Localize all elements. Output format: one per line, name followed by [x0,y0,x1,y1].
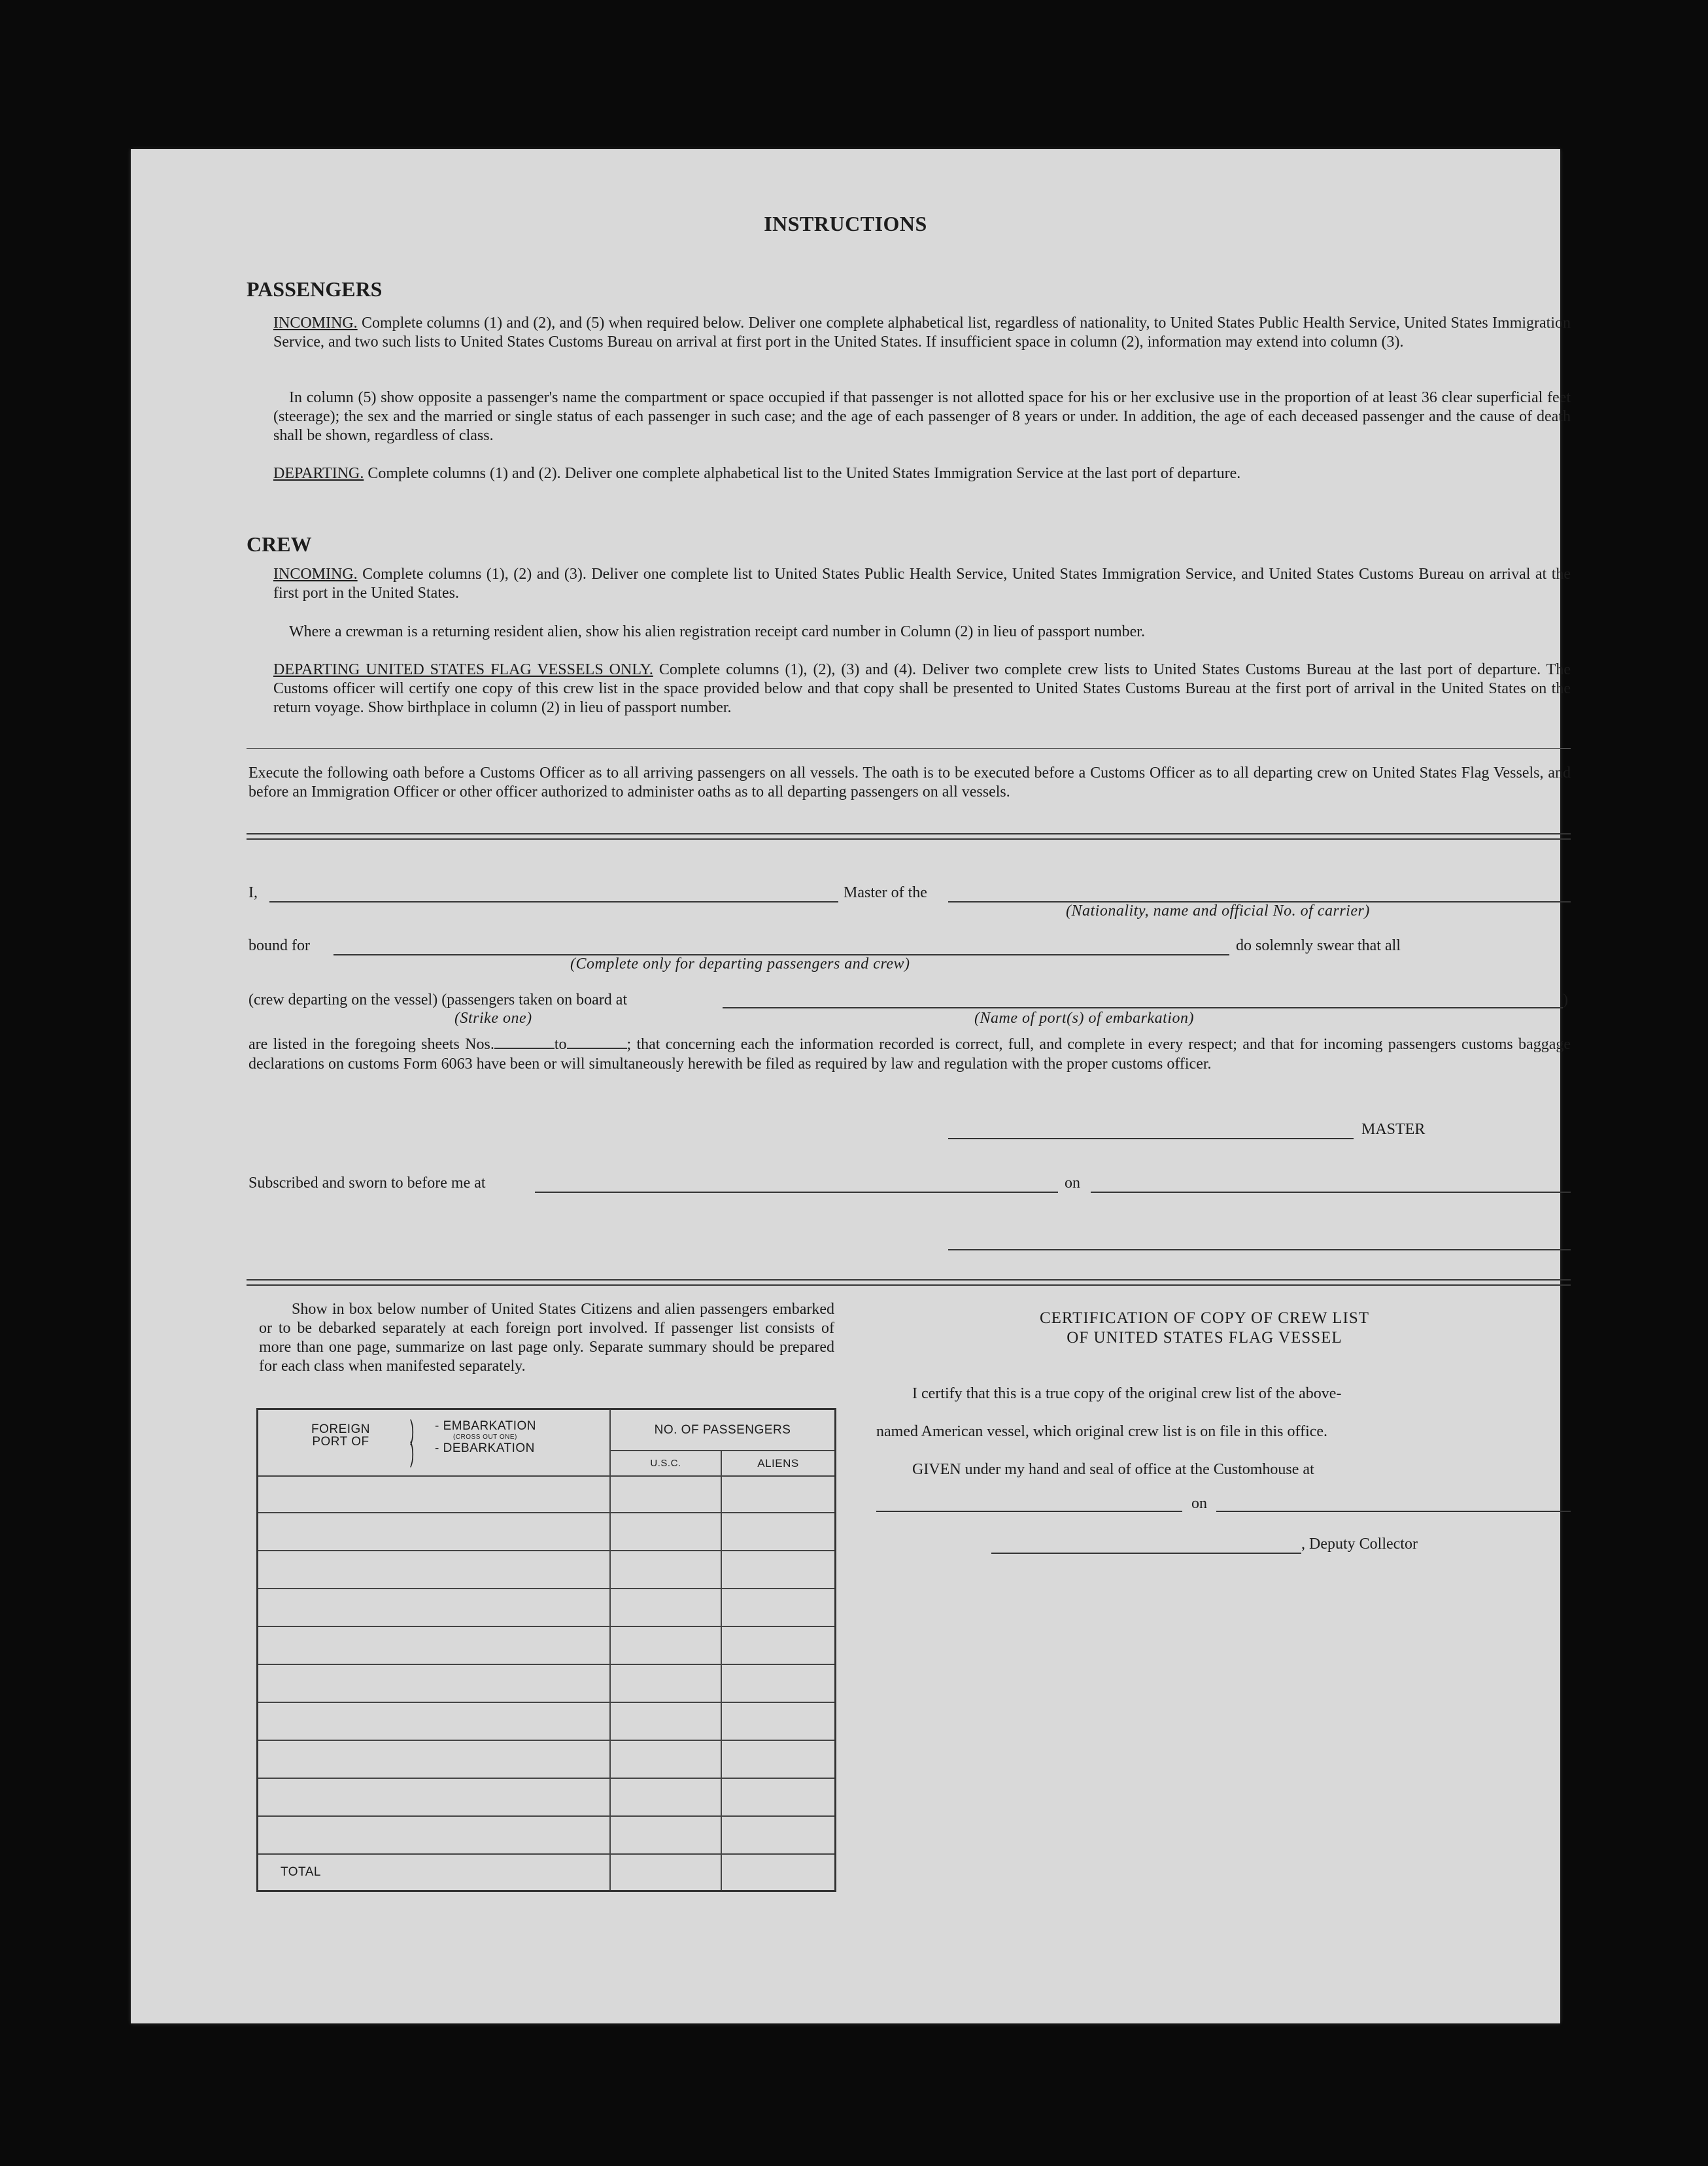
deputy-collector-signature-field[interactable] [991,1553,1301,1554]
crew-departing-text: Complete columns (1), (2), (3) and (4). Deliver two complete crew lists to United States Customs Bureau at the last port of departure. The Customs officer will certify one copy of this crew list in the space provided below and that copy shall be presented to United States Customs Bureau at the first port of arrival in the United States on the return voyage. Show birthplace in column (2) in lieu of passport number. [273,661,1571,716]
master-label: MASTER [1361,1121,1426,1138]
embarkation-label: - EMBARKATION [435,1419,536,1433]
table-row [258,1626,836,1664]
oath-i-label: I, [248,884,258,901]
crew-incoming-paragraph [273,565,1571,603]
listed-text: ; that concerning each the information recorded is correct, full, and complete in every respect; and that for incoming passengers customs baggage declarations on customs Form 6063 have been or will simultaneously herewith be filed as required by law and regulation with the proper customs officer. [248,1036,1571,1073]
deputy-collector-label: , Deputy Collector [1301,1536,1418,1553]
certify-line1: I certify that this is a true copy of the original crew list of the above- [912,1385,1342,1402]
solemnly-swear-label: do solemnly swear that all [1236,937,1401,954]
table-row [258,1740,836,1778]
certify-line2: named American vessel, which original crew list is on file in this office. [876,1423,1328,1440]
port-cell[interactable] [258,1551,611,1589]
crew-departing-label: (crew departing on the vessel) (passengers taken on board at [248,991,628,1008]
no-of-passengers-header: NO. OF PASSENGERS [610,1409,836,1451]
aliens-cell[interactable] [721,1513,836,1551]
table-row [258,1778,836,1816]
usc-cell[interactable] [610,1664,721,1702]
page-title: INSTRUCTIONS [764,212,927,235]
crew-incoming-text: Complete columns (1), (2) and (3). Deliver one complete list to United States Public Health Service, United States Immigration Service, and United States Customs Bureau on arrival at the first port in the United States. [273,566,1571,602]
port-cell[interactable] [258,1626,611,1664]
oath-instructions: Execute the following oath before a Customs Officer as to all arriving passengers on all vessels. The oath is to be executed before a Customs Officer as to all departing crew on United States Flag Vessels, and before an Immigration Officer or other officer authorized to administer oaths as to all departing passengers on all vessels. [248,765,1571,800]
table-row [258,1551,836,1589]
table-row [258,1702,836,1740]
usc-cell[interactable] [610,1551,721,1589]
passengers-heading: PASSENGERS [247,277,383,301]
divider [247,1284,1571,1286]
to-label: to [554,1036,567,1053]
sheet-from-field[interactable] [494,1036,555,1049]
subscribed-label: Subscribed and sworn to before me at [248,1175,486,1192]
aliens-cell[interactable] [721,1740,836,1778]
nationality-caption: (Nationality, name and official No. of carrier) [1066,902,1370,920]
strike-one-caption: (Strike one) [454,1010,532,1027]
divider [247,833,1571,834]
cert-date-field[interactable] [1216,1511,1571,1512]
aliens-cell[interactable] [721,1664,836,1702]
officer-signature-field[interactable] [948,1249,1571,1250]
brace-icon: ) ) [410,1415,415,1468]
cert-on-label: on [1191,1495,1207,1512]
sworn-date-field[interactable] [1091,1192,1571,1193]
passengers-incoming-text: Complete columns (1) and (2), and (5) when required below. Deliver one complete alphabetical list, regardless of nationality, to United States Public Health Service, United States Immigration Service, and two such lists to United States Customs Bureau on arrival at first port in the United States. If insufficient space in column (2), information may extend into column (3). [273,315,1571,351]
form-page [131,149,1571,2023]
crew-heading: CREW [247,532,312,556]
cross-out-one-caption: (CROSS OUT ONE) [453,1434,517,1441]
table-row [258,1476,836,1513]
sworn-place-field[interactable] [535,1192,1058,1193]
foreign-port-header [258,1409,611,1477]
port-cell[interactable] [258,1589,611,1626]
passengers-incoming-label: INCOMING. [273,315,358,332]
aliens-cell[interactable] [721,1778,836,1816]
aliens-cell[interactable] [721,1702,836,1740]
usc-cell[interactable] [610,1778,721,1816]
foreign-port-label: FOREIGN PORT OF [311,1422,371,1449]
aliens-cell[interactable] [721,1551,836,1589]
passengers-column5-paragraph: In column (5) show opposite a passenger's name the compartment or space occupied if that passenger is not allotted space for his or her exclusive use in the proportion of at least 36 clear superficial feet (steerage); the sex and the married or single status of each passenger in such case; and the age of each passenger of 8 years or under. In addition, the age of each deceased passenger and the cause of death shall be shown, regardless of class. [273,389,1571,444]
divider [247,748,1571,749]
table-row [258,1664,836,1702]
usc-total-cell[interactable] [610,1854,721,1891]
usc-cell[interactable] [610,1740,721,1778]
passengers-incoming-paragraph [273,314,1571,352]
aliens-cell[interactable] [721,1626,836,1664]
sheets-label: are listed in the foregoing sheets Nos. [248,1036,494,1053]
aliens-cell[interactable] [721,1476,836,1513]
usc-cell[interactable] [610,1513,721,1551]
usc-cell[interactable] [610,1476,721,1513]
passengers-departing-paragraph [273,464,1571,483]
table-row [258,1589,836,1626]
summary-instructions: Show in box below number of United States Citizens and alien passengers embarked or to be debarked separately at each foreign port involved. If passenger list consists of more than one page, summarize on last page only. Separate summary should be prepared for each class when manifested separately. [259,1301,834,1375]
certification-title-line1: CERTIFICATION OF COPY OF CREW LIST [1039,1309,1370,1327]
port-cell[interactable] [258,1702,611,1740]
table-row [258,1513,836,1551]
certification-title-line2: OF UNITED STATES FLAG VESSEL [1067,1329,1342,1347]
passengers-departing-label: DEPARTING. [273,465,364,482]
customhouse-field[interactable] [876,1511,1182,1512]
port-cell[interactable] [258,1778,611,1816]
sheet-to-field[interactable] [567,1036,627,1049]
ports-caption: (Name of port(s) of embarkation) [974,1010,1194,1027]
port-cell[interactable] [258,1513,611,1551]
crew-departing-label: DEPARTING UNITED STATES FLAG VESSELS ONLY. [273,661,653,678]
port-cell[interactable] [258,1740,611,1778]
aliens-total-cell[interactable] [721,1854,836,1891]
crew-departing-paragraph [273,661,1571,717]
given-text: GIVEN under my hand and seal of office at the Customhouse at [912,1461,1314,1478]
aliens-cell[interactable] [721,1816,836,1854]
master-of-the-label: Master of the [844,884,927,901]
total-label: TOTAL [258,1854,611,1891]
aliens-header: ALIENS [721,1451,836,1476]
usc-cell[interactable] [610,1626,721,1664]
divider [247,1279,1571,1281]
master-name-field[interactable] [269,901,838,902]
usc-header: U.S.C. [610,1451,721,1476]
listed-paragraph [248,1035,1571,1074]
total-row [258,1854,836,1891]
port-cell[interactable] [258,1664,611,1702]
passenger-summary-table [256,1408,836,1892]
on-label: on [1065,1175,1080,1192]
passengers-departing-text: Complete columns (1) and (2). Deliver one complete alphabetical list to the United States Immigration Service at the last port of departure. [367,465,1241,482]
port-cell[interactable] [258,1476,611,1513]
crew-alien-paragraph: Where a crewman is a returning resident alien, show his alien registration receipt card number in Column (2) in lieu of passport number. [289,623,1145,640]
aliens-cell[interactable] [721,1589,836,1626]
table-row [258,1816,836,1854]
crew-incoming-label: INCOMING. [273,566,358,583]
embarkation-ports-field[interactable] [723,1007,1563,1008]
divider [247,838,1571,840]
usc-cell[interactable] [610,1702,721,1740]
bound-for-label: bound for [248,937,310,954]
usc-cell[interactable] [610,1816,721,1854]
departing-only-caption: (Complete only for departing passengers and crew) [570,955,910,972]
closing-paren: ) [1563,991,1568,1008]
usc-cell[interactable] [610,1589,721,1626]
debarkation-label: - DEBARKATION [435,1441,535,1455]
port-cell[interactable] [258,1816,611,1854]
master-signature-field[interactable] [948,1138,1354,1139]
